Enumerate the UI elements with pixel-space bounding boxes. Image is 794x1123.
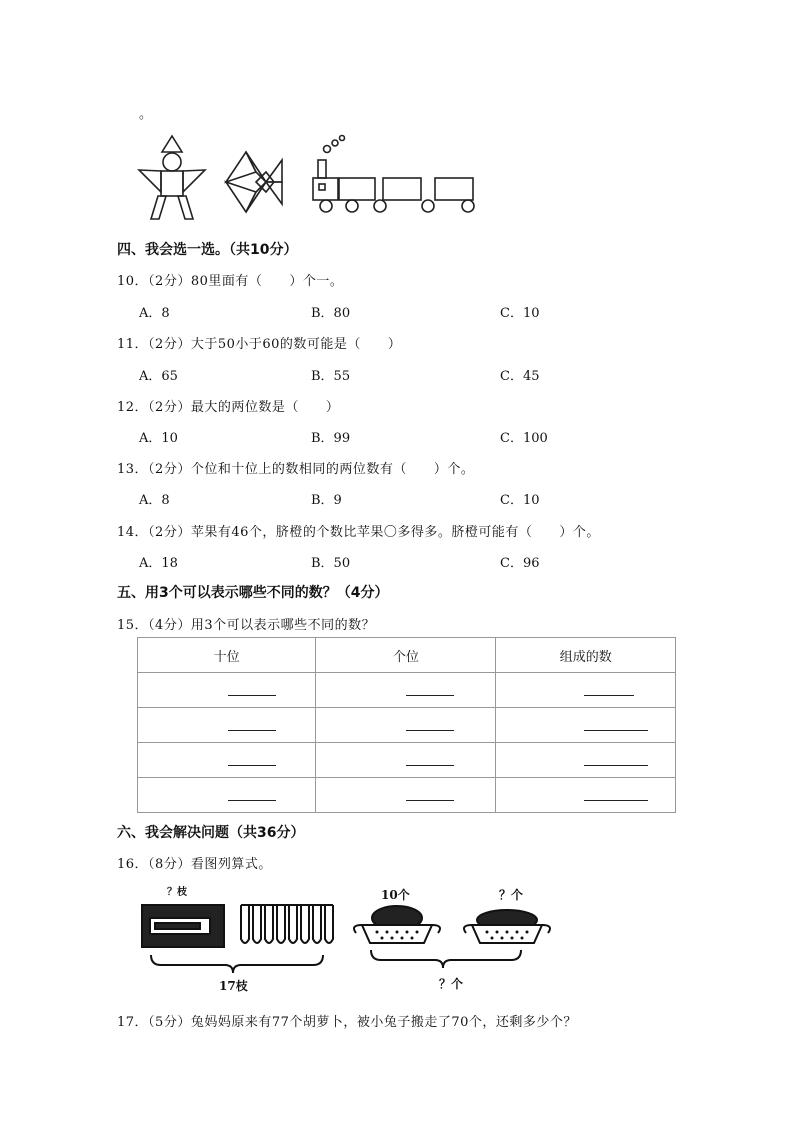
question-17: 17．（5分）兔妈妈原来有77个胡萝卜，被小兔子搬走了70个，还剩多少个？ [117, 1015, 577, 1030]
question-13: 13．（2分）个位和十位上的数相同的两位数有（ ）个。 [117, 462, 475, 477]
answer-cell[interactable] [138, 778, 316, 813]
section-title-4: 四、我会选一选。（共10分） [117, 242, 298, 258]
q12-option-b[interactable]: B．99 [311, 431, 351, 446]
box-label: ？枝 [167, 887, 187, 898]
q14-option-b[interactable]: B．50 [311, 556, 351, 571]
q13-option-c[interactable]: C．10 [500, 493, 540, 508]
q13-option-b[interactable]: B．9 [311, 493, 342, 508]
question-15: 15．（4分）用3个可以表示哪些不同的数？ [117, 618, 376, 633]
header-tens: 十位 [138, 638, 316, 673]
table-header-row [138, 638, 676, 673]
q10-option-c[interactable]: C．10 [500, 306, 540, 321]
table-row [138, 778, 676, 813]
answer-cell[interactable] [496, 673, 676, 708]
basket1-label: 10个 [381, 888, 410, 902]
q10-option-a[interactable]: A．8 [139, 306, 170, 321]
question-12: 12．（2分）最大的两位数是（ ） [117, 400, 340, 415]
answer-cell[interactable] [138, 743, 316, 778]
answer-cell[interactable] [316, 778, 496, 813]
answer-cell[interactable] [496, 743, 676, 778]
tangram-figures-image [136, 134, 481, 224]
answer-cell[interactable] [316, 708, 496, 743]
header-ones: 个位 [316, 638, 496, 673]
q13-option-a[interactable]: A．8 [139, 493, 170, 508]
table-row [138, 673, 676, 708]
pencils-baskets-image [137, 880, 560, 995]
pencils-total-label: 17枝 [219, 979, 248, 993]
answer-cell[interactable] [496, 708, 676, 743]
q11-option-a[interactable]: A．65 [139, 369, 178, 384]
q11-option-b[interactable]: B．55 [311, 369, 351, 384]
stray-mark: 。 [139, 107, 153, 122]
answer-cell[interactable] [316, 743, 496, 778]
section-title-5: 五、用3个可以表示哪些不同的数？（4分） [117, 585, 389, 601]
header-number: 组成的数 [496, 638, 676, 673]
basket2-label: ？个 [499, 888, 524, 902]
digits-table [137, 637, 676, 813]
answer-cell[interactable] [138, 708, 316, 743]
question-14: 14．（2分）苹果有46个，脐橙的个数比苹果〇多得多。脐橙可能有（ ）个。 [117, 525, 600, 540]
q12-option-a[interactable]: A．10 [139, 431, 178, 446]
answer-cell[interactable] [138, 673, 316, 708]
section-title-6: 六、我会解决问题（共36分） [117, 825, 305, 841]
q10-option-b[interactable]: B．80 [311, 306, 351, 321]
baskets-total-label: ？个 [439, 977, 464, 991]
table-row [138, 743, 676, 778]
question-11: 11．（2分）大于50小于60的数可能是（ ） [117, 337, 402, 352]
q14-option-a[interactable]: A．18 [139, 556, 178, 571]
table-row [138, 708, 676, 743]
q14-option-c[interactable]: C．96 [500, 556, 540, 571]
answer-cell[interactable] [496, 778, 676, 813]
question-16: 16．（8分）看图列算式。 [117, 857, 272, 872]
q11-option-c[interactable]: C．45 [500, 369, 540, 384]
answer-cell[interactable] [316, 673, 496, 708]
q12-option-c[interactable]: C．100 [500, 431, 548, 446]
question-10: 10．（2分）80里面有（ ）个一。 [117, 274, 344, 289]
